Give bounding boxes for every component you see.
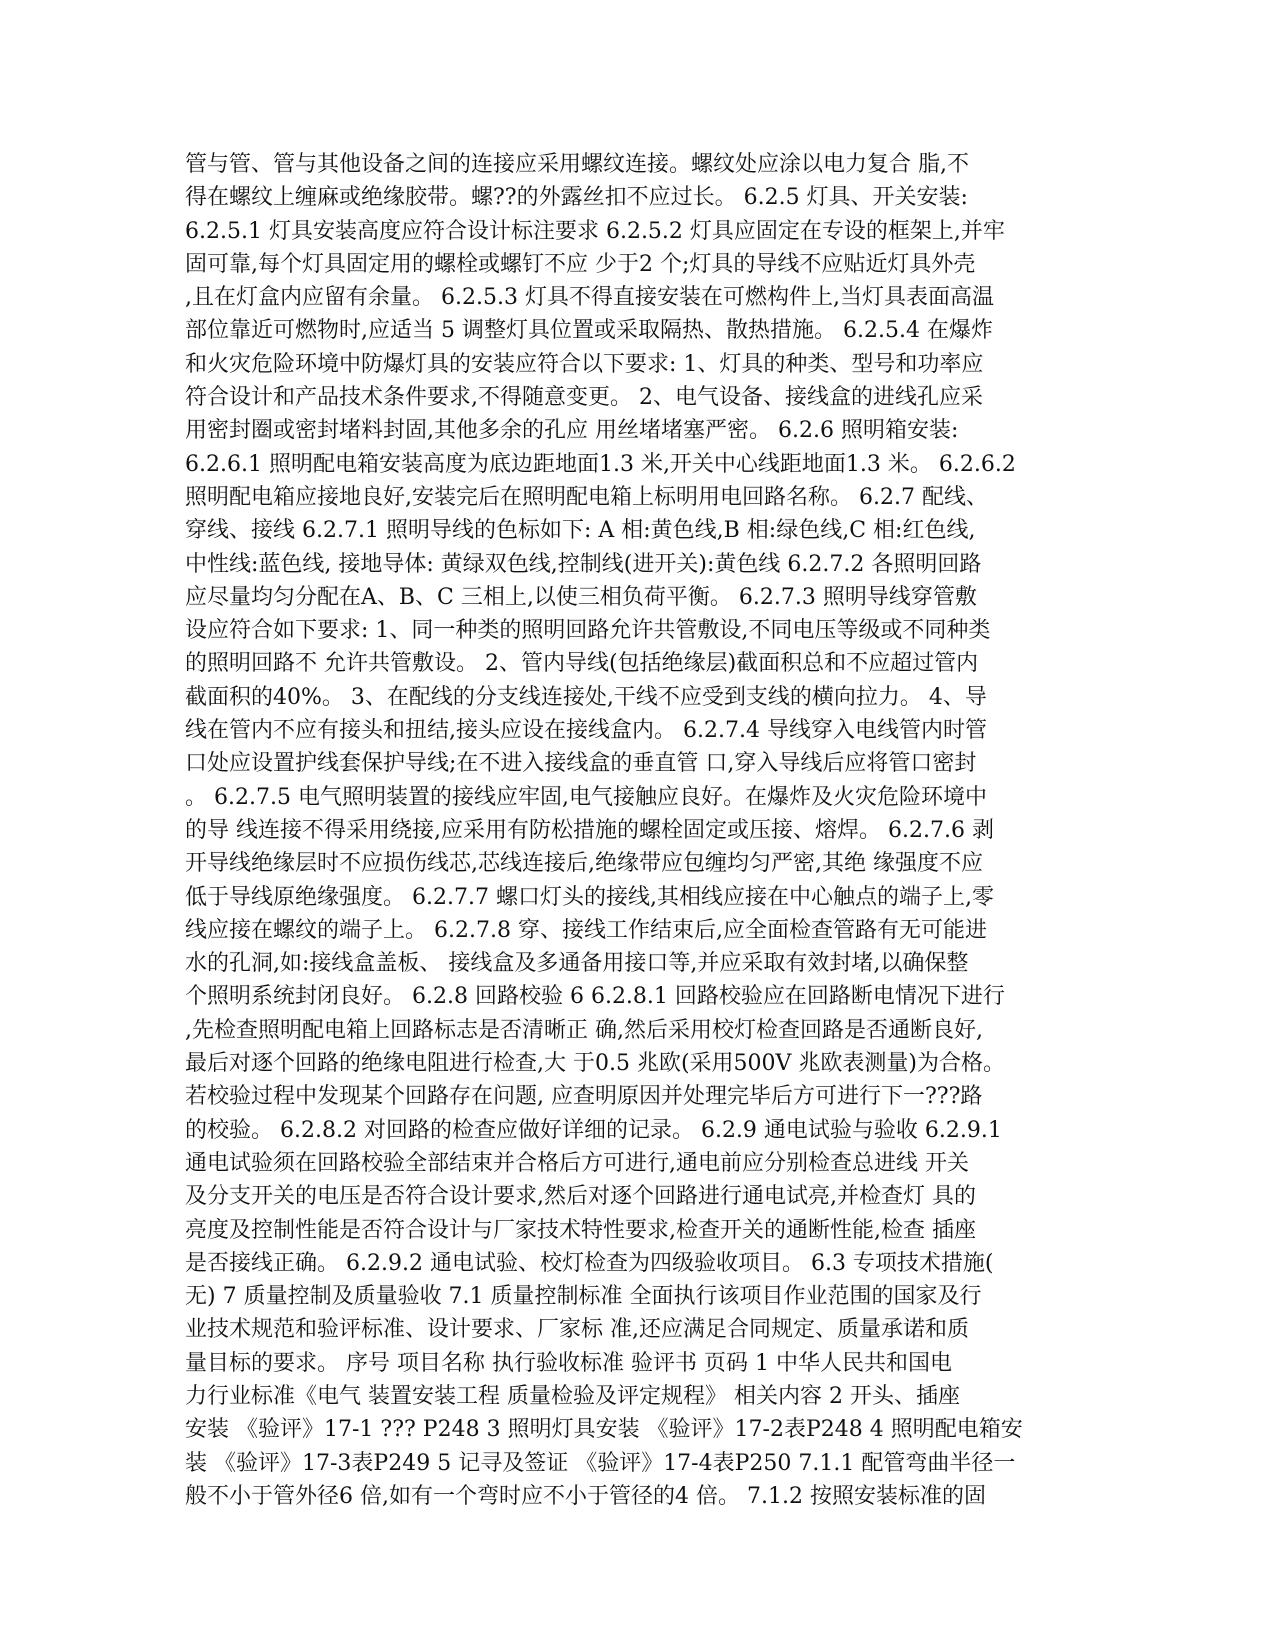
text-line: ,先检查照明配电箱上回路标志是否清晰正 确,然后采用校灯检查回路是否通断良好, bbox=[185, 1017, 983, 1043]
text-line: 照明配电箱应接地良好,安装完后在照明配电箱上标明用电回路名称。 6.2.7 配线、 bbox=[185, 484, 988, 510]
text-line: 量目标的要求。 序号 项目名称 执行验收标准 验评书 页码 1 中华人民共和国电 bbox=[185, 1350, 952, 1376]
text-line: 低于导线原绝缘强度。 6.2.7.7 螺口灯头的接线,其相线应接在中心触点的端子上,零 bbox=[185, 884, 994, 910]
text-line: 个照明系统封闭良好。 6.2.8 回路校验 6 6.2.8.1 回路校验应在回路断电情况下进行 bbox=[185, 984, 1005, 1010]
text-line: 中性线:蓝色线, 接地导体: 黄绿双色线,控制线(进开关):黄色线 6.2.7.2 各照明回路 bbox=[185, 551, 982, 577]
text-line: 截面积的40%。 3、在配线的分支线连接处,干线不应受到支线的横向拉力。 4、导 bbox=[185, 684, 987, 710]
text-line: 是否接线正确。 6.2.9.2 通电试验、校灯检查为四级验收项目。 6.3 专项技术措施( bbox=[185, 1250, 994, 1276]
text-line: 般不小于管外径6 倍,如有一个弯时应不小于管径的4 倍。 7.1.2 按照安装标准的固 bbox=[185, 1483, 986, 1509]
text-line: 应尽量均匀分配在A、B、C 三相上,以使三相负荷平衡。 6.2.7.3 照明导线穿管敷 bbox=[185, 584, 977, 610]
text-line: 最后对逐个回路的绝缘电阻进行检查,大 于0.5 兆欧(采用500V 兆欧表测量)为合格。 bbox=[185, 1051, 1006, 1077]
text-line: 水的孔洞,如:接线盒盖板、 接线盒及多通备用接口等,并应采取有效封堵,以确保整 bbox=[185, 951, 969, 977]
text-line: 和火灾危险环境中防爆灯具的安装应符合以下要求: 1、灯具的种类、型号和功率应 bbox=[185, 351, 984, 377]
text-line: 设应符合如下要求: 1、同一种类的照明回路允许共管敷设,不同电压等级或不同种类 bbox=[185, 618, 991, 644]
text-line: 亮度及控制性能是否符合设计与厂家技术特性要求,检查开关的通断性能,检查 插座 bbox=[185, 1217, 976, 1243]
text-line: 的校验。 6.2.8.2 对回路的检查应做好详细的记录。 6.2.9 通电试验与验收 6.2.9.1 bbox=[185, 1117, 1002, 1143]
text-line: 得在螺纹上缠麻或绝缘胶带。螺??的外露丝扣不应过长。 6.2.5 灯具、开关安装: bbox=[185, 185, 968, 211]
text-line: 若校验过程中发现某个回路存在问题, 应查明原因并处理完毕后方可进行下一???路 bbox=[185, 1084, 983, 1110]
text-line: 无) 7 质量控制及质量验收 7.1 质量控制标准 全面执行该项目作业范围的国家及行 bbox=[185, 1284, 982, 1310]
text-line: 穿线、接线 6.2.7.1 照明导线的色标如下: A 相:黄色线,B 相:绿色线,C 相:红色线, bbox=[185, 518, 976, 544]
text-line: 线在管内不应有接头和扭结,接头应设在接线盒内。 6.2.7.4 导线穿入电线管内时管 bbox=[185, 718, 987, 744]
text-line: 用密封圈或密封堵料封固,其他多余的孔应 用丝堵堵塞严密。 6.2.6 照明箱安装: bbox=[185, 418, 959, 444]
text-line: 力行业标准《电气 装置安装工程 质量检验及评定规程》 相关内容 2 开头、插座 bbox=[185, 1383, 960, 1409]
text-line: 装 《验评》17-3表P249 5 记寻及签证 《验评》17-4表P250 7.1.1 配管弯曲半径一 bbox=[185, 1450, 1016, 1476]
text-line: 口处应设置护线套保护导线;在不进入接线盒的垂直管 口,穿入导线后应将管口密封 bbox=[185, 751, 977, 777]
text-line: 6.2.6.1 照明配电箱安装高度为底边距地面1.3 米,开关中心线距地面1.3 米。 6.2.6.2 bbox=[185, 451, 1016, 477]
text-line: 固可靠,每个灯具固定用的螺栓或螺钉不应 少于2 个;灯具的导线不应贴近灯具外壳 bbox=[185, 251, 976, 277]
text-line: ,且在灯盒内应留有余量。 6.2.5.3 灯具不得直接安装在可燃构件上,当灯具表面高温 bbox=[185, 285, 994, 311]
text-line: 及分支开关的电压是否符合设计要求,然后对逐个回路进行通电试亮,并检查灯 具的 bbox=[185, 1184, 976, 1210]
text-line: 安装 《验评》17-1 ??? P248 3 照明灯具安装 《验评》17-2表P248 4 照明配电箱安 bbox=[185, 1417, 1023, 1443]
body-text bbox=[185, 148, 1085, 1513]
text-line: 6.2.5.1 灯具安装高度应符合设计标注要求 6.2.5.2 灯具应固定在专设的框架上,并牢 bbox=[185, 218, 1005, 244]
text-line: 管与管、管与其他设备之间的连接应采用螺纹连接。螺纹处应涂以电力复合 脂,不 bbox=[185, 152, 969, 177]
text-line: 业技术规范和验评标准、设计要求、厂家标 准,还应满足合同规定、质量承诺和质 bbox=[185, 1317, 969, 1343]
text-line: 部位靠近可燃物时,应适当 5 调整灯具位置或采取隔热、散热措施。 6.2.5.4 在爆炸 bbox=[185, 318, 993, 344]
text-line: 符合设计和产品技术条件要求,不得随意变更。 2、电气设备、接线盒的进线孔应采 bbox=[185, 385, 983, 411]
text-line: 通电试验须在回路校验全部结束并合格后方可进行,通电前应分别检查总进线 开关 bbox=[185, 1150, 969, 1176]
text-line: 线应接在螺纹的端子上。 6.2.7.8 穿、接线工作结束后,应全面检查管路有无可能进 bbox=[185, 917, 987, 943]
text-line: 开导线绝缘层时不应损伤线芯,芯线连接后,绝缘带应包缠均匀严密,其绝 缘强度不应 bbox=[185, 851, 983, 877]
text-line: 的照明回路不 允许共管敷设。 2、管内导线(包括绝缘层)截面积总和不应超过管内 bbox=[185, 651, 979, 677]
text-line: 的导 线连接不得采用绕接,应采用有防松措施的螺栓固定或压接、熔焊。 6.2.7.6 剥 bbox=[185, 817, 994, 843]
text-line: 。 6.2.7.5 电气照明装置的接线应牢固,电气接触应良好。在爆炸及火灾危险环境中 bbox=[185, 784, 987, 810]
